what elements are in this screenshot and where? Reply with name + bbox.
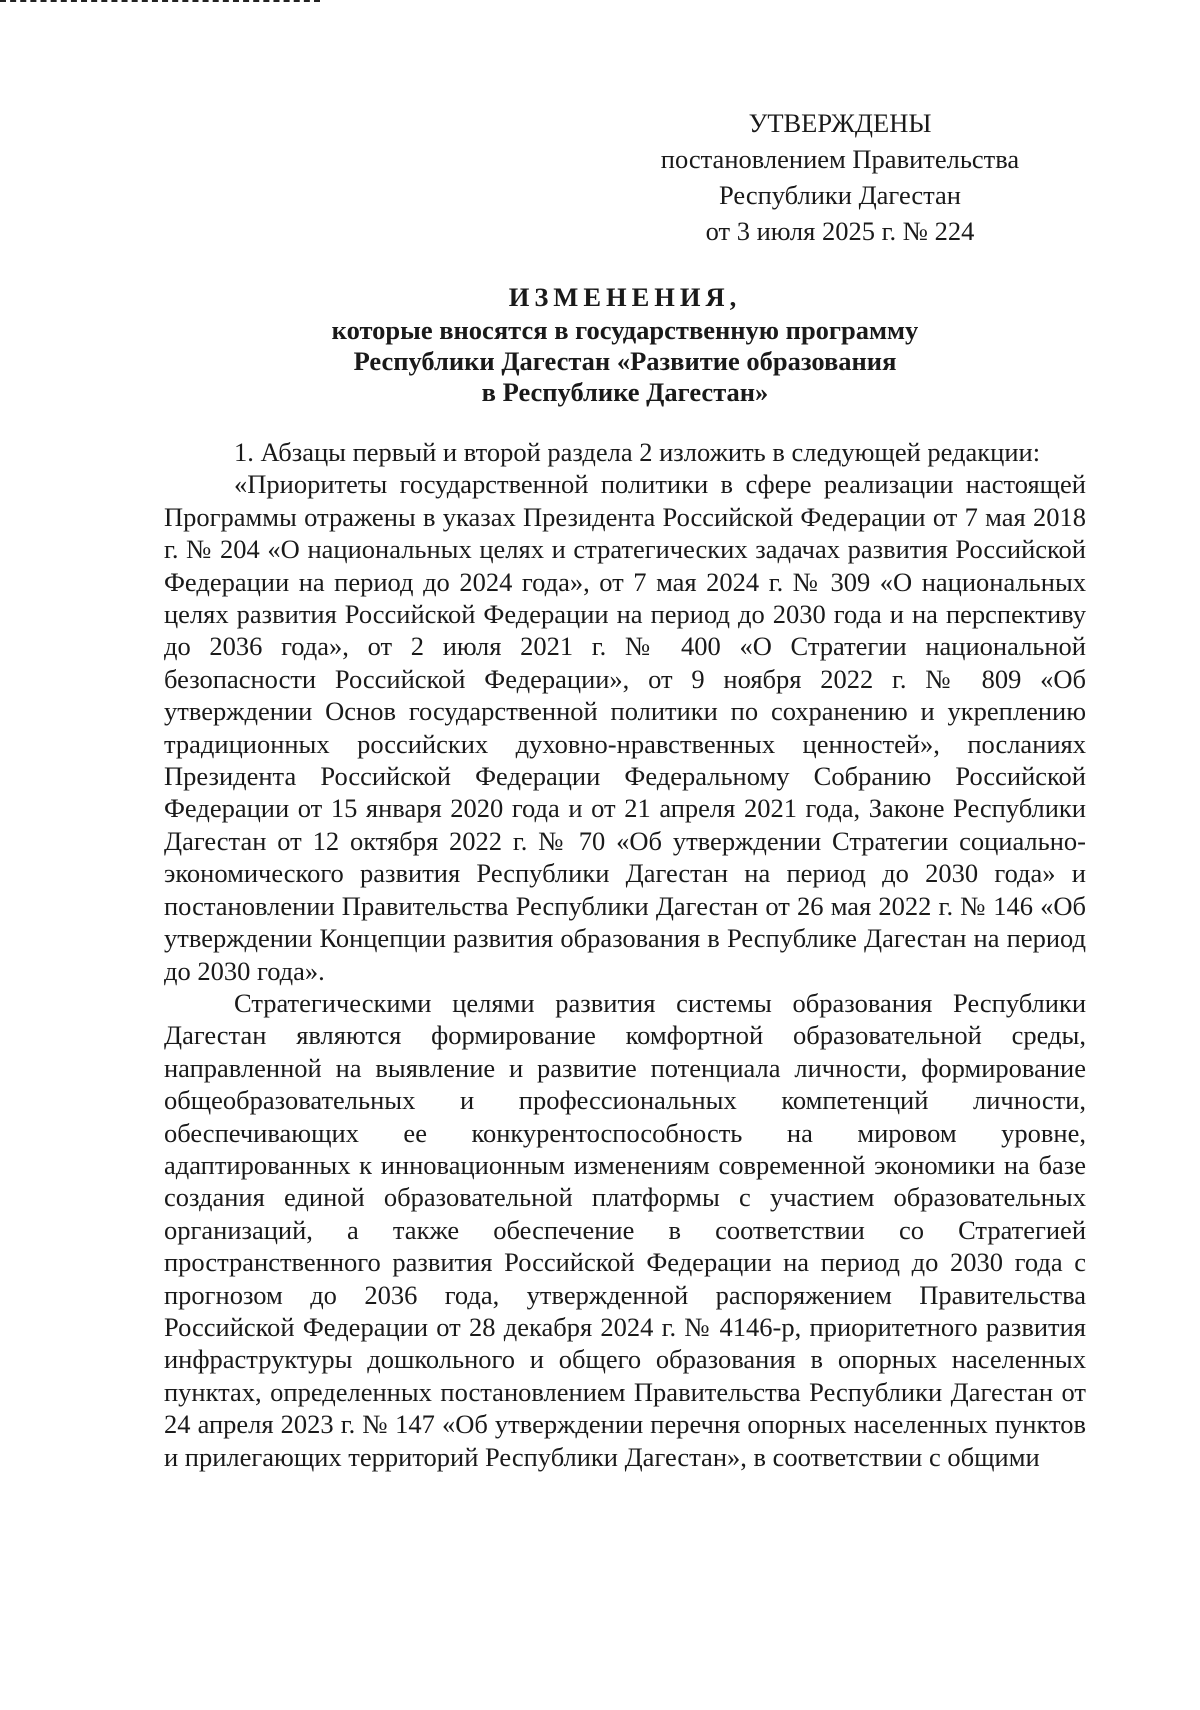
document-title bbox=[160, 282, 1090, 408]
approval-line-republic: Республики Дагестан bbox=[719, 180, 961, 210]
approval-line-decree: постановлением Правительства bbox=[660, 144, 1020, 174]
title-subtitle-line-1: которые вносятся в государственную программу bbox=[331, 315, 919, 345]
title-subtitle-line-3: в Республике Дагестан» bbox=[481, 377, 769, 407]
paragraph-3: Стратегическими целями развития системы образования Республики Дагестан являются формирование комфортной образовательной среды, направленной на выявление и развитие потенциала личности, формирование общеобразовательных и профессиональных компетенций личности, обеспечивающих ее конкурентоспособность на мировом уровне, адаптированных к инновационным изменениям современной экономики на базе создания единой образовательной платформы с участием образовательных организаций, а также обеспечение в соответствии со Стратегией пространственного развития Российской Федерации на период до 2030 года с прогнозом до 2036 года, утвержденной распоряжением Правительства Российской Федерации от 28 декабря 2024 г. № 4146-р, приоритетного развития инфраструктуры дошкольного и общего образования в опорных населенных пунктах, определенных постановлением Правительства Республики Дагестан от 24 апреля 2023 г. № 147 «Об утверждении перечня опорных населенных пунктов и прилегающих территорий Республики Дагестан», в соответствии с общими bbox=[164, 987, 1086, 1472]
scan-edge-mark bbox=[0, 0, 320, 7]
title-subtitle-line-2: Республики Дагестан «Развитие образования bbox=[353, 346, 897, 376]
document-body bbox=[164, 436, 1086, 1473]
title-main: ИЗМЕНЕНИЯ, bbox=[508, 282, 742, 312]
approval-heading: УТВЕРЖДЕНЫ bbox=[748, 108, 932, 138]
paragraph-1: 1. Абзацы первый и второй раздела 2 изложить в следующей редакции: bbox=[234, 437, 1041, 467]
approval-line-date: от 3 июля 2025 г. № 224 bbox=[705, 216, 975, 246]
paragraph-2: «Приоритеты государственной политики в сфере реализации настоящей Программы отражены в указах Президента Российской Федерации от 7 мая 2018 г. № 204 «О национальных целях и стратегических задачах развития Российской Федерации на период до 2024 года», от 7 мая 2024 г. № 309 «О национальных целях развития Российской Федерации на период до 2030 года и на перспективу до 2036 года», от 2 июля 2021 г. № 400 «О Стратегии национальной безопасности Российской Федерации», от 9 ноября 2022 г. № 809 «Об утверждении Основ государственной политики по сохранению и укреплению традиционных российских духовно-нравственных ценностей», посланиях Президента Российской Федерации Федеральному Собранию Российской Федерации от 15 января 2020 года и от 21 апреля 2021 года, Законе Республики Дагестан от 12 октября 2022 г. № 70 «Об утверждении Стратегии социально-экономического развития Республики Дагестан на период до 2030 года» и постановлении Правительства Республики Дагестан от 26 мая 2022 г. № 146 «Об утверждении Концепции развития образования в Республике Дагестан на период до 2030 года». bbox=[164, 469, 1086, 986]
approval-stamp bbox=[640, 105, 1040, 249]
